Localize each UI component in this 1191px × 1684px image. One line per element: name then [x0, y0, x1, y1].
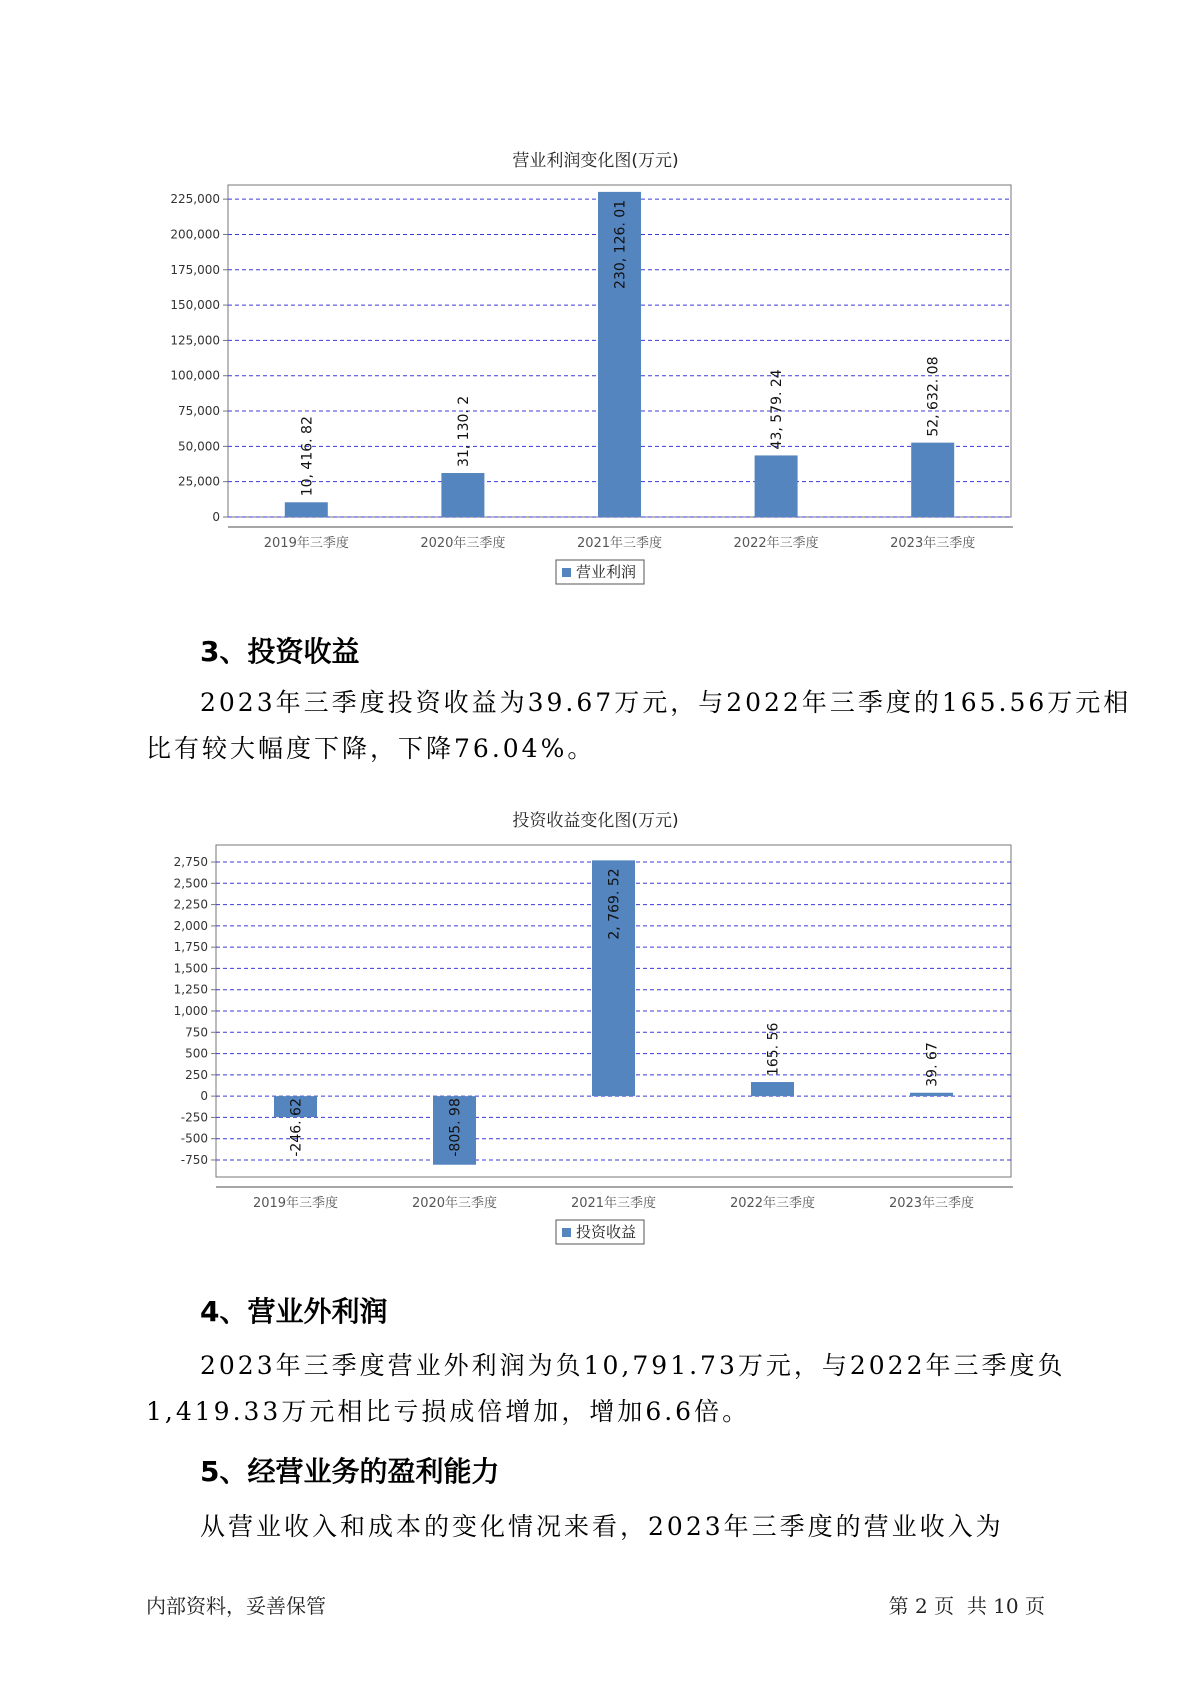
y-tick-label: 2,750 [173, 855, 208, 870]
y-tick-label: -750 [180, 1152, 208, 1167]
x-tick-label: 2020年三季度 [420, 536, 506, 551]
y-tick-label: 50,000 [178, 439, 220, 454]
data-label: 39. 67 [924, 1042, 941, 1087]
y-tick-label: -500 [180, 1131, 208, 1146]
y-tick-label: 175,000 [170, 262, 220, 277]
y-tick-label: 125,000 [170, 333, 220, 348]
section4-heading: 4、营业外利润 [200, 1295, 388, 1328]
data-label: 52, 632. 08 [925, 356, 942, 437]
y-tick-label: 500 [185, 1046, 208, 1061]
y-tick-label: 75,000 [178, 404, 220, 419]
section3-paragraph-line2: 比有较大幅度下降，下降76.04%。 [146, 734, 596, 763]
x-tick-label: 2019年三季度 [263, 536, 349, 551]
data-label: -246. 62 [288, 1098, 305, 1157]
section4-paragraph-line2: 1,419.33万元相比亏损成倍增加，增加6.6倍。 [146, 1397, 751, 1426]
y-tick-label: 0 [200, 1089, 208, 1104]
data-label: 230, 126. 01 [612, 199, 629, 289]
y-tick-label: 225,000 [170, 192, 220, 207]
y-tick-label: 2,250 [173, 897, 208, 912]
bar [285, 502, 328, 517]
section4-paragraph-line1: 2023年三季度营业外利润为负10,791.73万元，与2022年三季度负 [200, 1351, 1066, 1380]
data-label: 2, 769. 52 [606, 868, 623, 940]
bar [751, 1082, 794, 1096]
y-tick-label: 200,000 [170, 227, 220, 242]
y-tick-label: 150,000 [170, 298, 220, 313]
x-tick-label: 2021年三季度 [570, 1196, 657, 1211]
bar [441, 473, 484, 517]
y-tick-label: -250 [180, 1110, 208, 1125]
bar [910, 1093, 953, 1096]
y-tick-label: 2,500 [173, 876, 208, 891]
x-tick-label: 2023年三季度 [890, 536, 976, 551]
y-tick-label: 1,000 [173, 1004, 208, 1018]
section5-paragraph-line1: 从营业收入和成本的变化情况来看，2023年三季度的营业收入为 [200, 1512, 1004, 1541]
data-label: 43, 579. 24 [769, 369, 786, 450]
data-label: 31, 130. 2 [455, 395, 472, 468]
y-tick-label: 1,250 [173, 982, 208, 997]
y-tick-label: 1,750 [173, 940, 208, 955]
investment-income-chart [0, 810, 1191, 1250]
data-label: -805. 98 [447, 1098, 464, 1157]
legend-swatch [562, 1228, 571, 1237]
x-tick-label: 2022年三季度 [729, 1196, 816, 1211]
chart1-title: 营业利润变化图(万元) [512, 151, 679, 171]
legend-swatch [562, 568, 571, 577]
data-label: 10, 416. 82 [299, 416, 316, 497]
legend-label: 营业利润 [576, 563, 637, 581]
data-label: 165. 56 [765, 1022, 782, 1077]
section5-heading: 5、经营业务的盈利能力 [200, 1455, 500, 1488]
y-tick-label: 100,000 [170, 368, 220, 383]
section3-paragraph-line1: 2023年三季度投资收益为39.67万元，与2022年三季度的165.56万元相 [200, 688, 1132, 717]
footer-page-number: 第 2 页 共 10 页 [888, 1594, 1045, 1618]
section3-heading: 3、投资收益 [200, 635, 360, 668]
x-tick-label: 2020年三季度 [411, 1196, 498, 1211]
y-tick-label: 250 [185, 1067, 208, 1082]
x-tick-label: 2019年三季度 [252, 1196, 339, 1211]
y-tick-label: 1,500 [173, 961, 208, 976]
x-tick-label: 2021年三季度 [576, 536, 663, 551]
y-tick-label: 25,000 [178, 474, 220, 489]
legend-label: 投资收益 [576, 1223, 637, 1241]
y-tick-label: 750 [185, 1025, 208, 1040]
bar [911, 443, 954, 517]
y-tick-label: 2,000 [173, 918, 208, 933]
chart2-title: 投资收益变化图(万元) [512, 811, 679, 831]
bar [755, 455, 798, 517]
operating-profit-chart [0, 150, 1191, 590]
y-tick-label: 0 [212, 510, 220, 524]
x-tick-label: 2023年三季度 [888, 1196, 975, 1211]
x-tick-label: 2022年三季度 [733, 536, 819, 551]
footer-confidential-note: 内部资料，妥善保管 [146, 1594, 326, 1618]
